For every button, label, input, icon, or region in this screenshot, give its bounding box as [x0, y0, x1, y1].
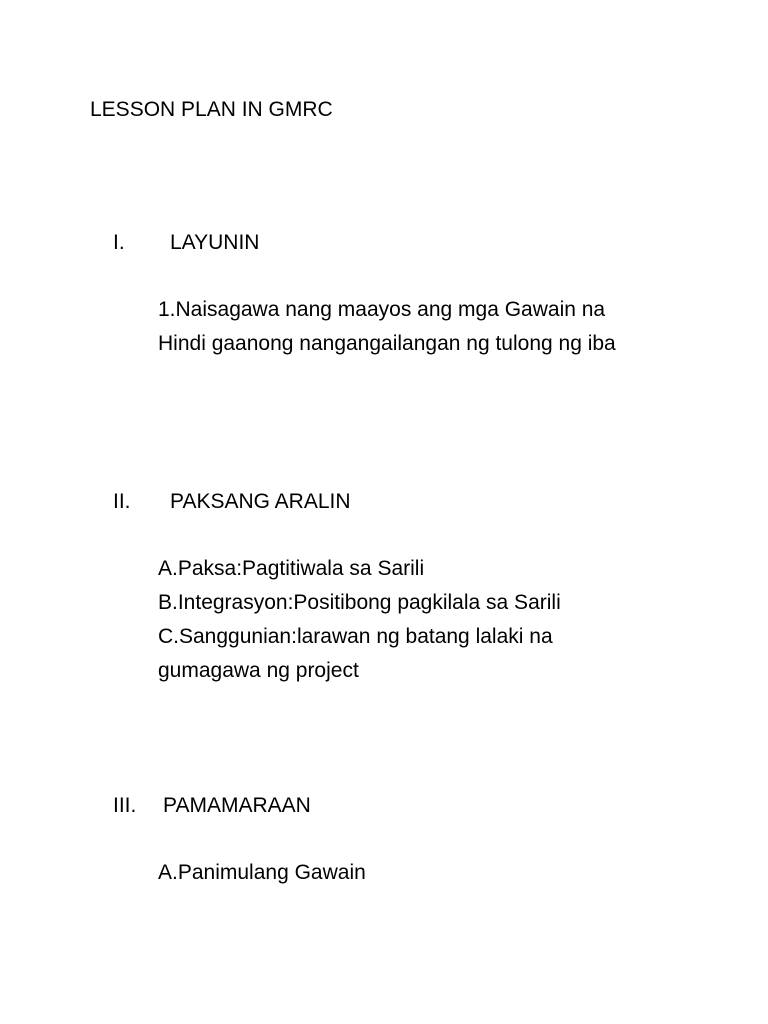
body-line: A.Paksa:Pagtitiwala sa Sarili: [158, 557, 425, 580]
document-title: LESSON PLAN IN GMRC: [90, 98, 333, 121]
section-numeral: III.: [113, 794, 137, 817]
section-title: PAMAMARAAN: [163, 794, 311, 817]
section-title: PAKSANG ARALIN: [170, 490, 351, 513]
body-line: C.Sanggunian:larawan ng batang lalaki na: [158, 625, 553, 648]
section-heading-layunin: [113, 229, 413, 257]
body-line: Hindi gaanong nangangailangan ng tulong ng iba: [158, 332, 616, 355]
section-body-pamamaraan: [158, 856, 366, 890]
section-body-layunin: [158, 293, 616, 361]
body-line: gumagawa ng project: [158, 659, 359, 682]
section-heading-pamamaraan: [113, 792, 463, 820]
body-line: B.Integrasyon:Positibong pagkilala sa Sarili: [158, 591, 561, 614]
section-body-paksang-aralin: [158, 552, 561, 688]
body-line: 1.Naisagawa nang maayos ang mga Gawain na: [158, 298, 606, 321]
body-line: A.Panimulang Gawain: [158, 861, 366, 884]
section-numeral: II.: [113, 490, 131, 513]
section-numeral: I.: [113, 231, 125, 254]
section-title: LAYUNIN: [170, 231, 260, 254]
section-heading-paksang-aralin: [113, 488, 463, 516]
